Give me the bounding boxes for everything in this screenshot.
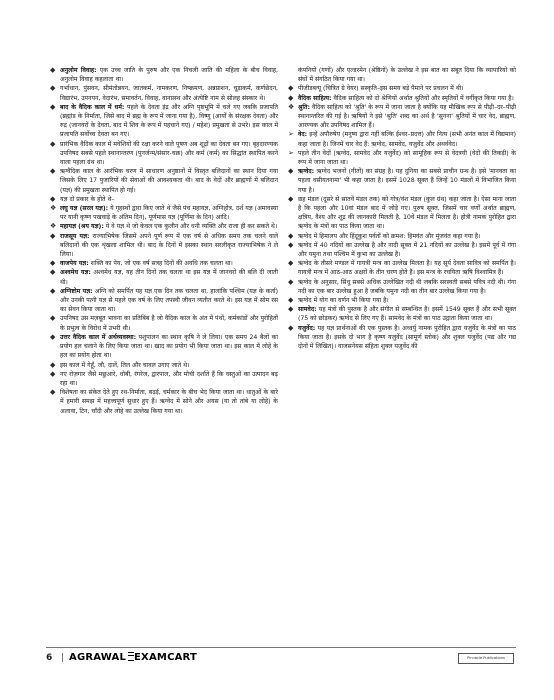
bullet-marker: ❖ xyxy=(288,102,295,111)
bullet-mahayagya xyxy=(50,222,278,231)
bullet-marker: ◆ xyxy=(50,139,56,148)
page-number: 6 xyxy=(46,653,53,663)
bullet-text: पशुपालन का स्थान कृषि ने ले लिया। एक समय 24 बैलों का प्रयोग हल चलाने के लिए किया जाता था। खाद का प्रयोग भी किया जाता था। इस काल में लोहे के हल का प्रयोग होता था। xyxy=(60,333,278,360)
bullet-text: ये वे यज्ञ थे जो केवल एक कुलीन और धनी व्यक्ति और राजा ही कर सकते थे। xyxy=(103,223,278,231)
bullet-anulom-vivah xyxy=(50,66,278,84)
bullet-marker: ◆ xyxy=(288,93,294,102)
bullet-text: ऋग्वेद में 40 नदियों का उल्लेख है और नादी सूक्त में 21 नदियों का उल्लेख है। इसमें पूर्व में गंगा और यमुना तथा पश्चिम में कुभा का उल्लेख है। xyxy=(298,241,516,259)
bullet-marker: ◆ xyxy=(50,102,56,111)
bullet-marker: ◆ xyxy=(50,388,56,397)
bullet-marker: ◆ xyxy=(50,369,56,378)
bullet-text: ऋग्वेद भजनों (गीतों) का संग्रह है। यह दुनिया का सबसे प्राचीन ग्रन्थ है। इसे 'मानवता का पहला वसीयतनामा' भी कहा जाता है। इसमें 1028 सूक्त हैं जिन्हें 10 मंडलों में विभाजित किया गया है। xyxy=(298,168,516,194)
bullet-pgw xyxy=(288,84,516,93)
bullet-vedic-literature xyxy=(288,94,516,103)
bullet-title: राजसूय यज्ञ: xyxy=(60,232,90,240)
left-column xyxy=(50,66,278,416)
bullet-title: उत्तर वैदिक काल में अर्थव्यवस्था: xyxy=(60,333,137,341)
bullet-marker: ◆ xyxy=(50,332,56,341)
bullet-later-vedic-religion xyxy=(50,103,278,140)
bullet-text: ऋग्वैदिक काल के आरंभिक चरण में साधारण अनुष्ठानों में विस्तृत बलिदानों का स्थान दिया गया जिसके लिए 17 पुजारियों की सेवाओं की आवश्यकता थी। बाद के वेदों और ब्राह्मणों में बलिदान (यज्ञ) की प्रमुखता स्थापित हो गई। xyxy=(60,168,278,194)
bullet-text: ऋग्वेद में योग का वर्णन भी किया गया है। xyxy=(298,297,389,305)
bullet-text: यह यज्ञ प्रार्थनाओं की एक पुस्तक है। अध्वर्यु नामक पुरोहित द्वारा यजुर्वेद के मंत्रों का पाठ किया जाता है। इसके दो भाग है कृष्ण यजुर्वेद (सामूर्ण स्तोक) और शुक्ल यजुर्वेद (पद्य और गद्य दोनों में लिखित)। वाजसनेयस संहिता शुक्ल यजुर्वेद की xyxy=(298,324,516,351)
bullet-text: अग्नि को समर्पित यह यज्ञ एक दिन तक चलता था, हालांकि पश्चिम (यज्ञ के कर्ता) और उनकी पत्नी यज्ञ से पहले एक वर्ष के लिए तपस्वी जीवन व्यतीत करते थे। इस यज्ञ में सोम रस का सेवन किया जाता था। xyxy=(60,287,278,314)
bullet-marker: ◆ xyxy=(288,277,294,286)
bullet-occupations xyxy=(50,370,278,388)
bullet-samaveda xyxy=(288,305,516,323)
bullet-sacrifice xyxy=(50,167,278,195)
bullet-title: सामवेद: xyxy=(298,306,317,314)
bullet-marker: ◆ xyxy=(288,323,294,332)
bullet-text: ऋग्वेद में हिमालय और हिंदूकुश पर्वतों को क्रमश: हिमवंत और मुंजवंत कहा गया है। xyxy=(298,232,481,240)
bullet-title: वैदिक साहित्य: xyxy=(298,94,332,102)
bullet-title: अग्निष्टोम यज्ञ: xyxy=(60,287,93,295)
page-footer xyxy=(46,647,516,668)
continued-paragraph: कंपनियों (गणों) और एल्डरमेन (श्रेष्ठिनों) के उल्लेख ने इस बात का सबूत दिया कि व्यापारियों को संघों में संगठित किया गया था। xyxy=(298,67,516,84)
brand-lines-icon xyxy=(128,652,134,661)
bullet-sanskar xyxy=(50,84,278,102)
bullet-upanishad xyxy=(50,314,278,332)
bullet-marker: ◆ xyxy=(288,240,294,249)
footer-separator: | xyxy=(61,653,65,663)
bullet-sindhu xyxy=(288,278,516,296)
bullet-marker: ➢ xyxy=(288,130,294,139)
brand-name: AGRAWAL xyxy=(69,652,127,663)
bullet-text: यज्ञ दो प्रकार के होते थे– xyxy=(60,195,115,203)
bullet-vajapeya xyxy=(50,259,278,268)
bullet-agnishtoma xyxy=(50,287,278,315)
bullet-marker: ◆ xyxy=(50,286,56,295)
bullet-crops xyxy=(50,361,278,370)
bullet-marker: ◆ xyxy=(288,194,294,203)
bullet-marker: ➢ xyxy=(288,148,294,157)
bullet-text: नए रोज़गार जैसे मछुआरे, धोबी, रंगरेज, द्वारपाल, और मोची दर्शाते हैं कि वस्तुओं का उत्पादन बढ़ रहा था। xyxy=(60,370,278,387)
bullet-text: राज्याभिषेक जिसमें अपने पूर्ण रूप में एक वर्ष से अधिक समय तक चलने वाले बलिदानों की एक शृंखला शामिल थी। बाद के दिनों में इसका स्थान सरलीकृत राज्याभिषेक ने ले लिया। xyxy=(60,232,278,259)
bullet-title: वेद: xyxy=(298,131,308,139)
bullet-marker: ◆ xyxy=(288,296,294,305)
bullet-text: वैदिक साहित्य को दो श्रेणियों अर्थात श्रुतियों और स्मृतियों में वर्गीकृत किया गया है। xyxy=(331,94,514,102)
bullet-laghu-yagya xyxy=(50,204,278,222)
bullet-metals xyxy=(50,388,278,416)
bullet-rigveda xyxy=(288,167,516,195)
bullet-marker: ◆ xyxy=(50,268,56,277)
bullet-ashvamedha xyxy=(50,268,278,286)
bullet-title: बाद के वैदिक काल में धर्म: xyxy=(60,103,125,111)
bullet-mountains xyxy=(288,232,516,241)
bullet-text: अश्वमेध यज्ञ, यह तीन दिनों तक चलता था इस यज्ञ में जानवरों की बलि दी जाती थी। xyxy=(60,269,278,286)
bullet-marker: ◆ xyxy=(288,231,294,240)
bullet-rajasuya xyxy=(50,232,278,260)
bullet-title: लघु यज्ञ (सरल यज्ञ): xyxy=(60,205,109,213)
bullet-marker: ◆ xyxy=(50,66,56,74)
bullet-mandalas xyxy=(288,195,516,232)
bullet-text: यह मंत्रों की पुस्तक है और संगीत से सम्बन्धित है। इसमें 1549 सूक्त हैं और सभी सूक्त (75 को छोड़कर) ऋग्वेद से लिए गए हैं। सामवेद के मंत्रों का पाठ उद्गाता किया जाता था। xyxy=(298,306,516,323)
bullet-title: अश्वमेध यज्ञ: xyxy=(60,269,91,277)
bullet-marker: ◆ xyxy=(50,259,56,268)
bullet-marker: ◆ xyxy=(50,360,56,369)
bullet-yajurveda xyxy=(288,324,516,352)
bullet-text: उपनिषद उस मज़बूत भावना का प्रतिबिंब है जो वैदिक काल के अंत में पंथों, कर्मकांडों और पुरोहितों के प्रभुत्व के विरोध में उभरी थी। xyxy=(60,315,278,332)
bullet-shruti xyxy=(288,103,516,131)
brand-suffix: EXAMCART xyxy=(134,652,198,663)
bullet-later-vedic-economy xyxy=(50,333,278,361)
bullet-text: वैदिक साहित्य को 'श्रुति' के रूप में जाना जाता है क्योंकि यह मौखिक रूप से पीढ़ी–दर–पीढ़ी स्थानान्तरित की गई है। ऋषियों ने इसे 'श्रुति' शब्द का अर्थ है 'सुनना' श्रुतियों में चार वेद, ब्राह्मण, आरण्यक और उपनिषद शामिल हैं। xyxy=(298,103,516,130)
bullet-text: ऋग्वेद के तीसरे मण्डल में गायत्री मन्त्र का उल्लेख मिलता है। यह सूर्य देवता सावित्र को समर्पित है। गायत्री मन्त्र में आठ-आठ अक्षरों के तीन चरण होते हैं। इस मन्त्र के रचयिता ऋषि विश्वामित्र हैं। xyxy=(298,260,516,277)
bullet-title: अनुलोम विवाह: xyxy=(60,67,97,74)
bullet-text: गर्भाधान, पुंसवन, सीमंतोन्नयन, जातकर्म, नामकरण, निष्क्रमण, अन्नप्राशन, चूड़ाकर्म, कर्णछेदन, विद्यारंभ, उपनयन, वेदारंभ, समावर्तन, विवाह, वानप्रस्थ और अंत्येष्टि नाम से सोलह संस्कार थे। xyxy=(60,85,278,102)
right-column xyxy=(288,66,516,416)
bullet-yoga xyxy=(288,296,516,305)
bullet-text: विशेषता का संकेत देते हुए रथ-निर्माता, बढ़ई, चर्मकार के बीच भेद किया जाता था। धातुओं के बारे में हमारी समझ में महत्त्वपूर्ण सुधार हुए हैं। ऋग्वेद में सोने और अयस (या तो तांबे या लोहे) के अलावा, टिन, चाँदी और लोहे का उल्लेख किया गया था। xyxy=(60,389,278,415)
bullet-pushan xyxy=(50,140,278,168)
bullet-text: ऋग्वेद के अनुसार, सिंधु सबसे अधिक उल्लेखित नदी थी जबकि सरस्वती सबसे पवित्र नदी थी। गंगा नदी का एक बार उल्लेख हुआ है जबकि यमुना नदी का तीन बार उल्लेख किया गया है। xyxy=(298,278,516,295)
bullet-text: एक उच्च जाति के पुरुष और एक निचली जाति की महिला के बीच विवाह, अनुलोम विवाह कहलाता था। xyxy=(60,67,279,84)
bullet-marker: ◆ xyxy=(50,314,56,323)
bullet-marker: ◆ xyxy=(50,84,56,93)
bullet-veda xyxy=(288,130,516,148)
bullet-title: श्रुति: xyxy=(298,103,310,111)
bullet-text: प्रारंभिक वैदिक काल में मवेशियों की रक्षा करने वाले पूषण अब शूद्रों का देवता बन गए। बृहदारण्यक उपनिषद सबसे पहले स्थानान्तरण (पुनर्जन्म/संसार-चक्र) और कर्म (कर्म) का सिद्धांत स्थापित करने वाला पहला ग्रंथ था। xyxy=(60,140,278,167)
bullet-marker: ❖ xyxy=(50,204,57,213)
bullet-yagya-types xyxy=(50,195,278,204)
bullet-marker: ◆ xyxy=(288,259,294,268)
bullet-marker: ◆ xyxy=(288,305,294,314)
bullet-title: महायज्ञ (श्रय यज्ञ): xyxy=(60,223,104,231)
bullet-text: पहले के देवता इंद्र और अग्नि पृष्ठभूमि में चले गए जबकि प्रजापति (ब्रह्मांड के निर्माता, जिसे बाद में ब्रह्म के रूप में जाना गया है), विष्णु (आर्यों के संरक्षक देवता) और रुद्र (जानवरों के देवता, बाद में शिव के रूप में पहचाने गए) / महेश) प्रमुखता से उभरे। इस काल में प्रजापति सर्वोच्च देवता बन गए। xyxy=(60,103,278,139)
bullet-vedatrayi xyxy=(288,149,516,167)
bullet-title: यजुर्वेद: xyxy=(298,324,316,332)
bullet-text: शक्ति का पेय, जो एक वर्ष सत्रह दिनों की अवधि तक चलता था। xyxy=(88,260,233,268)
bullet-text: छह मंडल (दूसरे से सातवें मंडल तक) को गोत्र/वंश मंडल (कुल ग्रंथ) कहा जाता है। ऐसा माना जाता है कि पहला और 10वां मंडल बाद में जोड़े गए। पुरुष सूक्त, जिसमें चार वर्णों अर्थात ब्राह्मण, क्षत्रिय, वैश्य और शूद्र की जानकारी मिलती है, 10वें मंडल में मिलता है। होत्री नामक पुरोहित द्वारा ऋग्वेद के मंत्रों का पाठ किया जाता था। xyxy=(298,195,516,231)
bullet-text: इन्हें अपौरुषेय (मनुष्य द्वारा नहीं बल्कि ईश्वर–प्रदत्त) और नित्य (सभी अनंत काल में विद्यमान) कहा जाता है। जिनमें चार वेद हैं: ऋग्वेद, सामवेद, यजुर्वेद और अथर्ववेद। xyxy=(298,131,516,148)
bullet-title: वाजपेय यज्ञ: xyxy=(60,260,89,268)
bullet-marker: ◆ xyxy=(288,84,294,93)
bullet-marker: ◆ xyxy=(288,167,294,176)
bullet-text: ये गृहस्थों द्वारा किए जाते थे जैसे पंच महायज्ञ, अग्निहोत्र, दर्श यज्ञ (अमावस्या पर यानी कृष्ण पखवाड़े के अंतिम दिन), पूर्णमास यज्ञ (पूर्णिमा के दिन) आदि। xyxy=(60,205,278,222)
brand-logo xyxy=(69,652,197,663)
bullet-marker: ◆ xyxy=(50,231,56,240)
bullet-text: इस काल में गेहूँ, जौ, दालें, तिल और चावल उगाए जाते थे। xyxy=(60,361,190,369)
bullet-title: ऋग्वेद: xyxy=(298,168,315,176)
content-columns xyxy=(50,66,516,416)
bullet-rivers xyxy=(288,241,516,259)
bullet-marker: ◆ xyxy=(50,167,56,176)
publisher-badge: Pinnacle Publications xyxy=(458,653,514,664)
bullet-marker: ❖ xyxy=(50,222,57,231)
bullet-text: पीजीडब्ल्यू (चित्रित ग्रे वेयर) सस्कृति–इस समय बड़े पैमाने पर प्रचलन में थी। xyxy=(298,85,464,93)
bullet-gayatri-mantra xyxy=(288,259,516,277)
bullet-text: पहले तीन वेदों (ऋग्वेद, सामवेद और यजुर्वेद) को सामूहिक रूप से वेदत्रयी (वेदों की तिकड़ी) के रूप में जाना जाता था। xyxy=(298,149,516,167)
bullet-marker: ◆ xyxy=(50,194,56,203)
